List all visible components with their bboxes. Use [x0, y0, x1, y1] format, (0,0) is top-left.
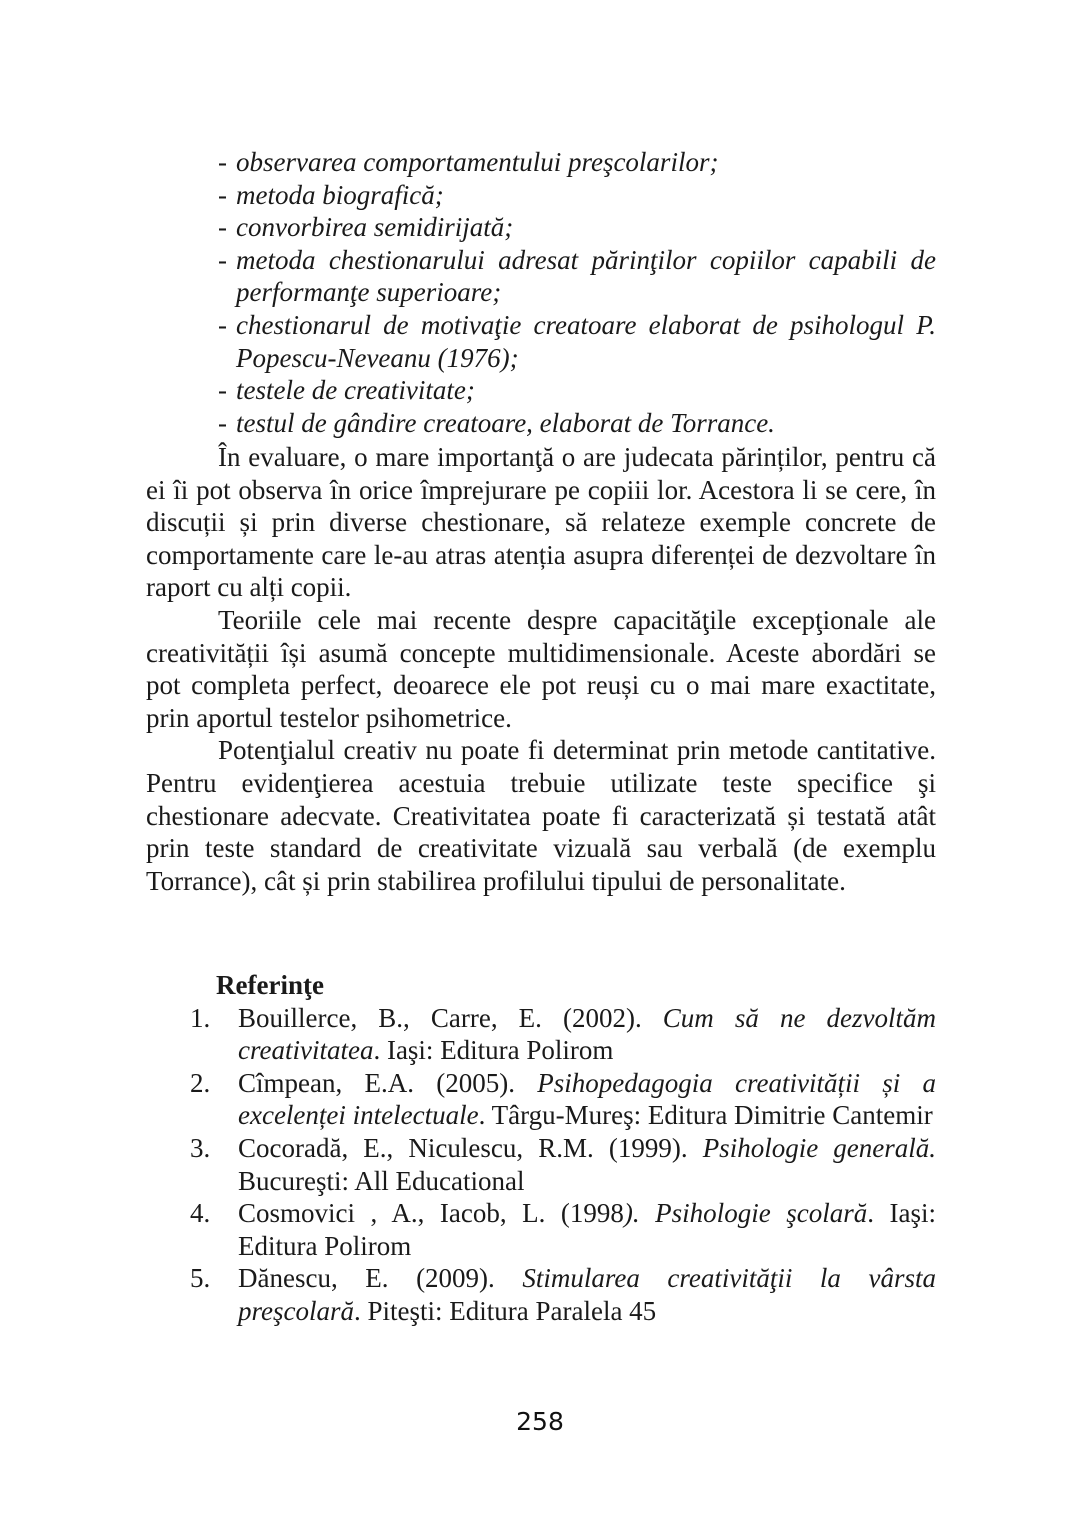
reference-publisher: . Iaşi: Editura Polirom	[238, 1198, 936, 1261]
reference-number: 3.	[190, 1132, 211, 1163]
list-item-text: testul de gândire creatoare, elaborat de Torrance.	[236, 407, 775, 438]
reference-publisher: Bucureşti: All Educational	[238, 1165, 525, 1196]
references-heading: Referinţe	[216, 970, 324, 1000]
reference-title: Stimularea creativităţii la vârsta preşcolară	[238, 1263, 936, 1326]
reference-item	[190, 1002, 936, 1067]
reference-title: Psihopedagogia creativității și a excelenței intelectuale	[238, 1067, 937, 1131]
reference-number: 1.	[190, 1002, 211, 1033]
list-item-text: metoda chestionarului adresat părinţilor copiilor capabili de performanţe superioare;	[236, 244, 936, 308]
list-item: - convorbirea semidirijată;	[218, 212, 514, 243]
references-section	[190, 969, 936, 1328]
reference-publisher: . Piteşti: Editura Paralela 45	[354, 1295, 657, 1326]
page-number: 258	[516, 1407, 564, 1436]
reference-item	[190, 1132, 936, 1197]
list-item-text: observarea comportamentului preşcolarilor;	[236, 147, 719, 177]
reference-authors: Bouillerce, B., Carre, E. (2002).	[238, 1002, 663, 1033]
reference-item	[190, 1067, 936, 1132]
reference-title: Cum să ne dezvoltăm creativitatea	[238, 1002, 936, 1066]
list-item: - metoda chestionarului adresat părinţilor copiilor capabili de performanţe superioare;	[218, 244, 936, 308]
paragraph: Potenţialul creativ nu poate fi determinat prin metode cantitative. Pentru evidenţierea acestuia trebuie utilizate teste specifice şi chestionare adecvate. Creativitatea poate fi caracterizată și testată atât prin teste standard de creativitate vizuală sau verbală (de exemplu Torrance), cât și prin stabilirea profilului tipului de personalitate.	[146, 735, 936, 896]
body-text	[146, 441, 936, 897]
reference-item	[190, 1262, 936, 1327]
reference-item	[190, 1197, 936, 1262]
reference-number: 5.	[190, 1263, 211, 1294]
reference-number: 4.	[190, 1198, 211, 1229]
list-item: - observarea comportamentului preşcolarilor;	[218, 147, 719, 177]
paragraph: Teoriile cele mai recente despre capacităţile excepţionale ale creativității își asumă concepte multidimensionale. Aceste abordări se pot completa perfect, deoarece ele pot reuși cu o mai mare exactitate, prin aportul testelor psihometrice.	[146, 604, 936, 733]
methods-list	[218, 146, 936, 439]
list-item: - metoda biografică;	[218, 179, 444, 210]
paragraph: În evaluare, o mare importanţă o are judecata părinților, pentru că ei îi pot observa în orice împrejurare pe copiii lor. Acestora li se cere, în discuții și prin diverse chestionare, să relateze exemple concrete de comportamente care le-au atras atenția asupra diferenței de dezvoltare în raport cu alți copii.	[146, 442, 936, 603]
reference-title: Psihologie generală.	[702, 1132, 937, 1163]
list-item-text: chestionarul de motivaţie creatoare elaborat de psihologul P. Popescu-Neveanu (1976);	[236, 309, 936, 373]
list-item: - testele de creativitate;	[218, 375, 475, 406]
reference-authors: Cosmovici , A., Iacob, L. (1998	[238, 1198, 624, 1229]
reference-number: 2.	[190, 1067, 211, 1098]
list-item: - testul de gândire creatoare, elaborat de Torrance.	[218, 407, 775, 438]
reference-publisher: . Iaşi: Editura Polirom	[373, 1035, 614, 1066]
reference-authors: Cîmpean, E.A. (2005).	[238, 1067, 538, 1098]
reference-authors: Cocoradă, E., Niculescu, R.M. (1999).	[238, 1132, 703, 1163]
reference-authors: Dănescu, E. (2009).	[238, 1263, 523, 1294]
list-item-text: testele de creativitate;	[236, 375, 475, 406]
list-item-text: convorbirea semidirijată;	[236, 212, 514, 243]
list-item: - chestionarul de motivaţie creatoare elaborat de psihologul P. Popescu-Neveanu (1976);	[218, 309, 936, 373]
reference-publisher: . Târgu-Mureş: Editura Dimitrie Cantemir	[478, 1100, 933, 1131]
list-item-text: metoda biografică;	[236, 179, 444, 210]
reference-title: ). Psihologie şcolară	[623, 1198, 868, 1229]
